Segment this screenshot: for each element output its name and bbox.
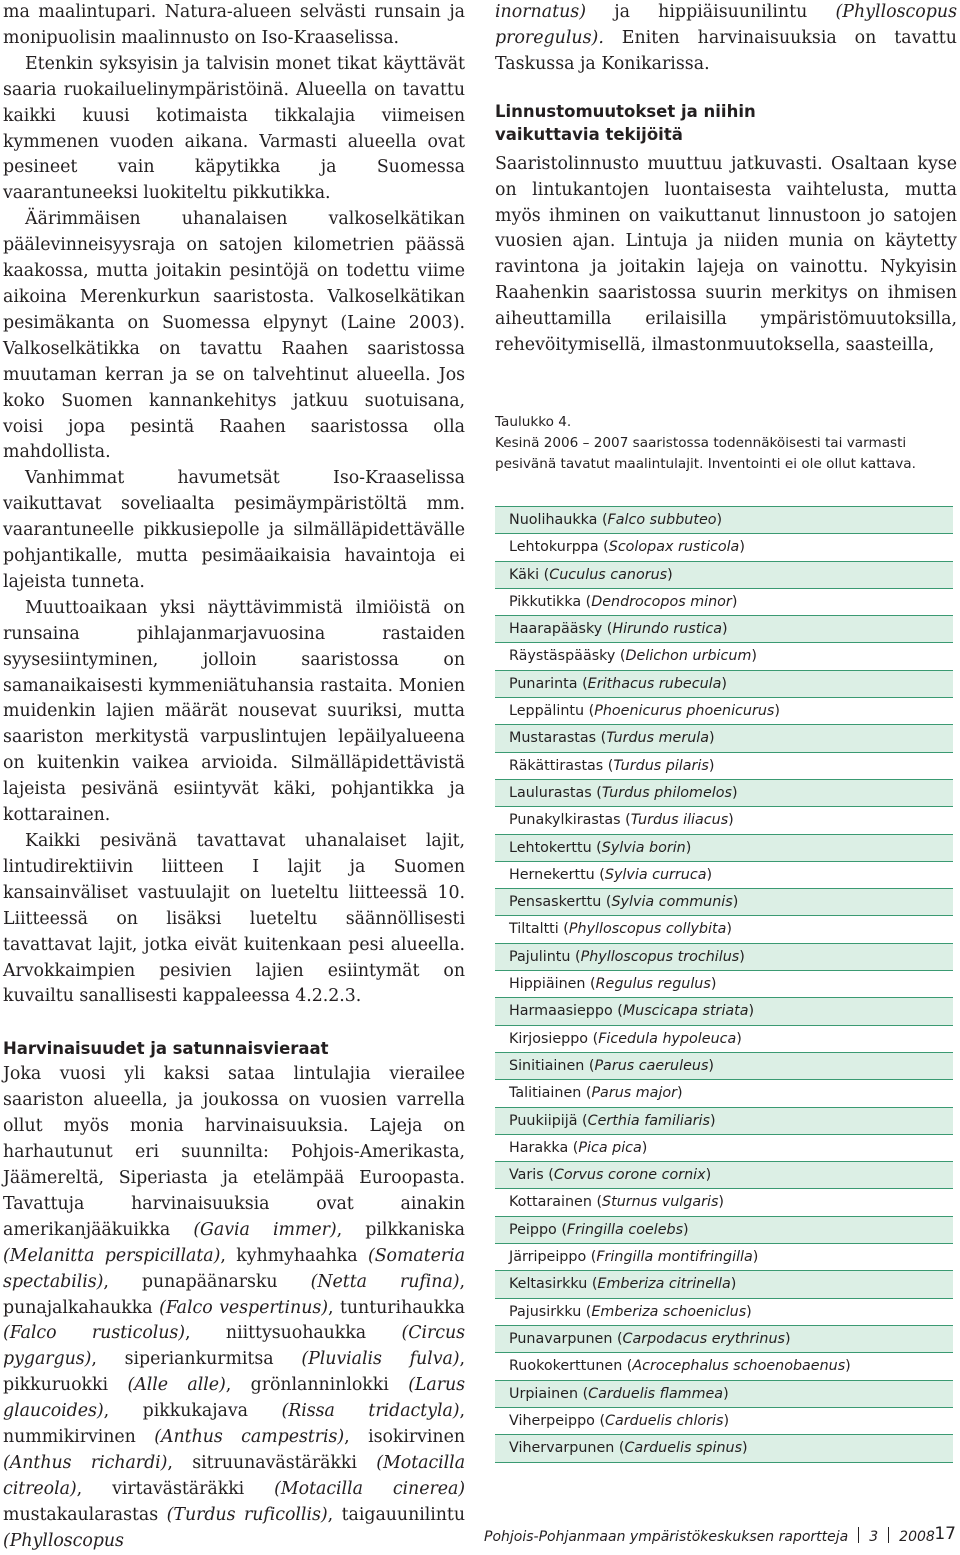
species-finnish-name: Pikkutikka [509, 593, 582, 610]
species-latin-name: Erithacus rubecula [587, 675, 722, 692]
table-row: Punavarpunen (Carpodacus erythrinus) [495, 1326, 953, 1353]
table-row: Keltasirkku (Emberiza citrinella) [495, 1271, 953, 1298]
species-latin-name: Fringilla coelebs [566, 1221, 684, 1238]
species-finnish-name: Tiltaltti [509, 921, 559, 938]
rare-species-latin: (Alle alle) [127, 1375, 226, 1396]
species-finnish-name: Hippiäinen [509, 976, 586, 993]
species-finnish-name: Urpiainen [509, 1385, 579, 1402]
table-row: Puukiipijä (Certhia familiaris) [495, 1108, 953, 1135]
table-row: Lehtokerttu (Sylvia borin) [495, 835, 953, 862]
species-latin-name: Phoenicurus phoenicurus [594, 703, 775, 720]
rare-species-latin: (Motacilla citreola) [3, 1452, 466, 1499]
species-finnish-name: Hernekerttu [509, 866, 595, 883]
table-row: Kirjosieppo (Ficedula hypoleuca) [495, 1026, 953, 1053]
species-finnish-name: Peippo [509, 1221, 557, 1238]
species-latin-name: Emberiza citrinella [597, 1276, 731, 1293]
changes-paragraph: Saaristolinnusto muuttuu jatkuvasti. Osaltaan kyse on lintukantojen luontaisesta vaihtelusta, mutta myös ihminen on vaikuttanut linnustoon jo satojen vuosien ajan. Lintuja ja niiden munia on käytetty ravintona ja joitakin lajeja on vainottu. Nykyisin Raahenkin saaristossa suurin merkitys on ihmisen aiheuttamilla erilaisilla ympäristömuutoksilla, rehevöitymisellä, ilmastonmuutoksella, saasteilla, [495, 153, 957, 356]
species-latin-name: Fringilla montifringilla [596, 1249, 753, 1266]
left-column [3, 0, 465, 1555]
rare-species-latin: (Turdus ruficollis) [166, 1504, 328, 1525]
table-row: Järripeippo (Fringilla montifringilla) [495, 1244, 953, 1271]
table-row: Räystäspääsky (Delichon urbicum) [495, 643, 953, 670]
rare-species-name: grönlanninlokki [250, 1375, 389, 1396]
species-finnish-name: Vihervarpunen [509, 1440, 615, 1457]
paragraph-6: Kaikki pesivänä tavattavat uhanalaiset lajit, lintudirektiivin liitteen I lajit ja Suomen kansainväliset vastuulajit on lueteltu liitteessä 10. Liitteessä on lisäksi lueteltu säännöllisesti tavattavat lajit, jotka eivät kuitenkaan pesi alueella. Arvokkaimpien pesivien lajien esiintymät on kuvailtu sanallisesti kappaleessa 4.2.2.3. [3, 831, 465, 1007]
rare-species-latin: (Circus pygargus) [3, 1323, 465, 1370]
rare-species-name: kyhmyhaahka [236, 1245, 358, 1266]
species-latin-name: Carduelis spinus [624, 1440, 743, 1457]
table-row: Käki (Cuculus canorus) [495, 562, 953, 589]
rare-species-name: pikkukajava [142, 1401, 248, 1422]
rare-species-latin: (Anthus richardi) [3, 1452, 168, 1473]
species-latin-name: Phylloscopus trochilus [580, 948, 740, 965]
species-finnish-name: Keltasirkku [509, 1276, 588, 1293]
species-finnish-name: Lehtokerttu [509, 839, 592, 856]
table-row: Pikkutikka (Dendrocopos minor) [495, 589, 953, 616]
species-finnish-name: Kottarainen [509, 1194, 592, 1211]
species-latin-name: Acrocephalus schoenobaenus [632, 1358, 846, 1375]
page-footer [484, 1524, 960, 1545]
species-finnish-name: Pensaskerttu [509, 894, 602, 911]
table-caption-text: Kesinä 2006 – 2007 saaristossa todennäköisesti tai varmasti pesivänä tavatut maalintulajit. Inventointi ei ole ollut kattava. [495, 435, 916, 472]
species-latin-name: Muscicapa striata [622, 1003, 749, 1020]
species-finnish-name: Punarinta [509, 675, 578, 692]
table-row: Sinitiainen (Parus caeruleus) [495, 1053, 953, 1080]
species-latin-name: Sylvia borin [601, 839, 686, 856]
species-finnish-name: Leppälintu [509, 703, 585, 720]
table-row: Talitiainen (Parus major) [495, 1080, 953, 1107]
table-row: Pensaskerttu (Sylvia communis) [495, 889, 953, 916]
species-latin-name: Certhia familiaris [587, 1112, 710, 1129]
species-finnish-name: Haarapääsky [509, 621, 603, 638]
species-finnish-name: Lehtokurppa [509, 539, 599, 556]
heading-rare-species: Harvinaisuudet ja satunnaisvieraat [3, 1039, 329, 1059]
table-row: Leppälintu (Phoenicurus phoenicurus) [495, 698, 953, 725]
species-latin-name: Dendrocopos minor [591, 593, 732, 610]
species-latin-name: Carduelis flammea [588, 1385, 724, 1402]
table-row: Punakylkirastas (Turdus iliacus) [495, 807, 953, 834]
species-finnish-name: Punakylkirastas [509, 812, 621, 829]
rare-species-latin: (Anthus campestris) [154, 1427, 345, 1448]
table-row: Varis (Corvus corone cornix) [495, 1162, 953, 1189]
paragraph-3: Äärimmäisen uhanalaisen valkoselkätikan päälevinneisyysraja on satojen kilometrien päässä kaakossa, mutta joitakin pesintöjä on todettu viime aikoina Merenkurkun saaristosta. Valkoselkätikan pesimäkanta on Suomessa elpynyt (Laine 2003). Valkoselkätikka on tavattu Raahen saaristossa muutaman kerran ja se on talvehtinut alueella. Jos koko Suomen kannankehitys jatkuu suotuisana, voisi jopa pesintä Raahen saaristossa olla mahdollista. [3, 209, 465, 463]
rare-species-latin: (Melanitta perspicillata) [3, 1245, 221, 1266]
rare-species-latin: (Falco rusticolus) [3, 1323, 186, 1344]
species-latin-name: Scolopax rusticola [608, 539, 740, 556]
species-finnish-name: Viherpeippo [509, 1412, 595, 1429]
rare-species-name: siperiankurmitsa [124, 1349, 274, 1370]
rare-species-name: virtavästäräkki [112, 1478, 245, 1499]
table-caption [495, 412, 955, 475]
rare-species-name: sitruunavästäräkki [192, 1452, 357, 1473]
species-finnish-name: Räkättirastas [509, 757, 604, 774]
table-row: Harmaasieppo (Muscicapa striata) [495, 998, 953, 1025]
rare-species-name: punapäänarsku [141, 1271, 278, 1292]
table-row: Hippiäinen (Regulus regulus) [495, 971, 953, 998]
table-row: Harakka (Pica pica) [495, 1135, 953, 1162]
species-latin-name: Parus caeruleus [594, 1057, 709, 1074]
rare-species-latin: (Gavia immer) [193, 1219, 337, 1240]
species-finnish-name: Kirjosieppo [509, 1030, 589, 1047]
rare-species-name: tunturihaukka [339, 1297, 465, 1318]
species-latin-name: Ficedula hypoleuca [598, 1030, 737, 1047]
rare-species-latin: (Larus glaucoides) [3, 1375, 466, 1422]
species-latin-name: Sturnus vulgaris [602, 1194, 719, 1211]
issue-number: 3 [869, 1529, 879, 1545]
species-latin-name: Turdus merula [606, 730, 710, 747]
species-latin-name: Carpodacus erythrinus [622, 1330, 785, 1347]
continued-paragraph: inornatus) ja hippiäisuunilintu (Phylloscopus proregulus). Eniten harvinaisuuksia on tavattu Taskussa ja Konikarissa. [495, 2, 957, 74]
species-latin-name: Phylloscopus collybita [568, 921, 727, 938]
species-latin-name: Carduelis chloris [605, 1412, 724, 1429]
species-latin-name: Turdus pilaris [613, 757, 709, 774]
table-row: Mustarastas (Turdus merula) [495, 725, 953, 752]
species-latin-name: Sylvia communis [611, 894, 733, 911]
table-row: Nuolihaukka (Falco subbuteo) [495, 507, 953, 534]
species-finnish-name: Laulurastas [509, 784, 592, 801]
rare-intro: Joka vuosi yli kaksi sataa lintulajia vierailee saariston alueella, ja joukossa on vuosien varrella ollut myös monia harvinaisuuksia. Lajeja on harhautunut eri suunnilta: Pohjois-Amerikasta, Jäämereltä, Siperiasta ja etelämpää Euroopasta. Tavattuja harvinaisuuksia ovat ainakin [3, 1064, 465, 1214]
table-row: Pajulintu (Phylloscopus trochilus) [495, 944, 953, 971]
species-finnish-name: Punavarpunen [509, 1330, 613, 1347]
rare-species-latin: (Phylloscopus [3, 1530, 124, 1551]
table-row: Peippo (Fringilla coelebs) [495, 1217, 953, 1244]
species-table [495, 506, 953, 1463]
table-row: Ruokokerttunen (Acrocephalus schoenobaenus) [495, 1353, 953, 1380]
rare-species-name: pilkkaniska [365, 1219, 465, 1240]
page-number: 17 [934, 1524, 956, 1544]
rare-species-paragraph: Joka vuosi yli kaksi sataa lintulajia vierailee saariston alueella, ja joukossa on vuosien varrella ollut myös monia harvinaisuuksia. Lajeja on harhautunut eri suunnilta: Pohjois-Amerikasta, Jäämereltä, Siperiasta ja etelämpää Euroopasta. Tavattuja harvinaisuuksia ovat ainakin amerikanjääkuikka (Gavia immer), pilkkaniska (Melanitta perspicillata), kyhmyhaahka (Somateria spectabilis), punapäänarsku (Netta rufina), punajalkahaukka (Falco vespertinus), tunturihaukka (Falco rusticolus), niittysuohaukka (Circus pygargus), siperiankurmitsa (Pluvialis fulva), pikkuruokki (Alle alle), grönlanninlokki (Larus glaucoides), pikkukajava (Rissa tridactyla), nummikirvinen (Anthus campestris), isokirvinen (Anthus richardi), sitruunavästäräkki (Motacilla citreola), virtavästäräkki (Motacilla cinerea) mustakaularastas (Turdus ruficollis), taigauunilintu (Phylloscopus [3, 1064, 466, 1551]
species-finnish-name: Talitiainen [509, 1085, 582, 1102]
species-latin-name: Corvus corone cornix [553, 1167, 706, 1184]
rare-species-latin: (Falco vespertinus) [159, 1297, 328, 1318]
rare-species-latin: (Rissa tridactyla) [281, 1401, 460, 1422]
table-row: Punarinta (Erithacus rubecula) [495, 671, 953, 698]
table-label: Taulukko 4. [495, 414, 572, 430]
table-row: Viherpeippo (Carduelis chloris) [495, 1408, 953, 1435]
species-finnish-name: Harakka [509, 1139, 569, 1156]
species-latin-name: Hirundo rustica [612, 621, 723, 638]
rare-species-name: amerikanjääkuikka [3, 1219, 171, 1240]
species-latin-name: Falco subbuteo [607, 512, 717, 528]
rare-species-name: pikkuruokki [3, 1375, 109, 1396]
species-finnish-name: Käki [509, 566, 540, 583]
species-finnish-name: Nuolihaukka [509, 512, 598, 528]
species-finnish-name: Pajusirkku [509, 1303, 582, 1320]
species-latin-name: Emberiza schoeniclus [591, 1303, 747, 1320]
rare-species-latin: (Netta rufina) [310, 1271, 460, 1292]
table-row: Kottarainen (Sturnus vulgaris) [495, 1189, 953, 1216]
table-row: Laulurastas (Turdus philomelos) [495, 780, 953, 807]
rare-species-name: isokirvinen [368, 1427, 465, 1448]
species-latin-name: Delichon urbicum [625, 648, 752, 665]
table-row: Hernekerttu (Sylvia curruca) [495, 862, 953, 889]
rare-species-name: nummikirvinen [3, 1427, 136, 1448]
rare-species-latin: (Pluvialis fulva) [301, 1349, 460, 1370]
species-finnish-name: Sinitiainen [509, 1057, 585, 1074]
rare-species-name: taigauunilintu [341, 1504, 466, 1525]
rare-species-name: punajalkahaukka [3, 1297, 153, 1318]
heading-changes: Linnustomuutokset ja niihin vaikuttavia tekijöitä [495, 101, 756, 144]
species-finnish-name: Harmaasieppo [509, 1003, 613, 1020]
table-row: Haarapääsky (Hirundo rustica) [495, 616, 953, 643]
species-latin-name: Sylvia curruca [604, 866, 707, 883]
species-latin-name: Regulus regulus [595, 976, 711, 993]
table-row: Vihervarpunen (Carduelis spinus) [495, 1435, 953, 1462]
species-latin-name: Turdus philomelos [601, 784, 732, 801]
publication-name: Pohjois-Pohjanmaan ympäristökeskuksen raportteja [484, 1529, 849, 1545]
species-finnish-name: Mustarastas [509, 730, 597, 747]
right-column [495, 0, 957, 359]
species-finnish-name: Räystäspääsky [509, 648, 616, 665]
species-latin-name: Parus major [591, 1085, 678, 1102]
table-row: Urpiainen (Carduelis flammea) [495, 1381, 953, 1408]
paragraph-2: Etenkin syksyisin ja talvisin monet tikat käyttävät saaria ruokailuelinympäristöinä. Alueella on tavattu kaikki kuusi kotimaista tikkalajia viimeisen kymmenen vuoden aikana. Varmasti alueella ovat pesineet vain käpytikka ja Suomessa vaarantuneeksi luokiteltu pikkutikka. [3, 53, 465, 204]
table-row: Räkättirastas (Turdus pilaris) [495, 753, 953, 780]
species-latin-name: Pica pica [578, 1139, 642, 1156]
rare-species-latin: (Somateria spectabilis) [3, 1245, 466, 1292]
species-finnish-name: Varis [509, 1167, 544, 1184]
rare-species-latin: (Motacilla cinerea) [274, 1478, 465, 1499]
species-latin-name: Turdus iliacus [630, 812, 729, 829]
paragraph-4: Vanhimmat havumetsät Iso-Kraaselissa vaikuttavat soveliaalta pesimäympäristöltä mm. vaarantuneelle pikkusiepolle ja silmälläpidettävälle pohjantikalle, mutta pesimäaikaisia havaintoja ei lajeista tunneta. [3, 468, 465, 592]
species-latin-name: Cuculus canorus [549, 566, 668, 583]
species-finnish-name: Pajulintu [509, 948, 571, 965]
year: 2008 [899, 1529, 935, 1545]
paragraph-5: Muuttoaikaan yksi näyttävimmistä ilmiöistä on runsaina pihlajanmarjavuosina rastaiden syysesiintyminen, jolloin saaristossa on samanaikaisesti kymmeniätuhansia rastaita. Monien muidenkin lajien määrät nousevat suuriksi, mutta saariston merkitystä varpuslintujen lepäilyalueena on kuitenkin vaikea arvioida. Silmälläpidettävistä lajeista pesivänä esiintyvät käki, pohjantikka ja kottarainen. [3, 597, 465, 826]
species-finnish-name: Järripeippo [509, 1249, 587, 1266]
species-finnish-name: Puukiipijä [509, 1112, 578, 1129]
table-row: Pajusirkku (Emberiza schoeniclus) [495, 1299, 953, 1326]
rare-species-name: niittysuohaukka [225, 1323, 367, 1344]
paragraph-1: ma maalintupari. Natura-alueen selvästi runsain ja monipuolisin maalinnusto on Iso-Kraaselissa. [3, 2, 465, 48]
rare-species-name: mustakaularastas [3, 1504, 159, 1525]
table-row: Lehtokurppa (Scolopax rusticola) [495, 534, 953, 561]
species-finnish-name: Ruokokerttunen [509, 1358, 623, 1375]
table-row: Tiltaltti (Phylloscopus collybita) [495, 916, 953, 943]
